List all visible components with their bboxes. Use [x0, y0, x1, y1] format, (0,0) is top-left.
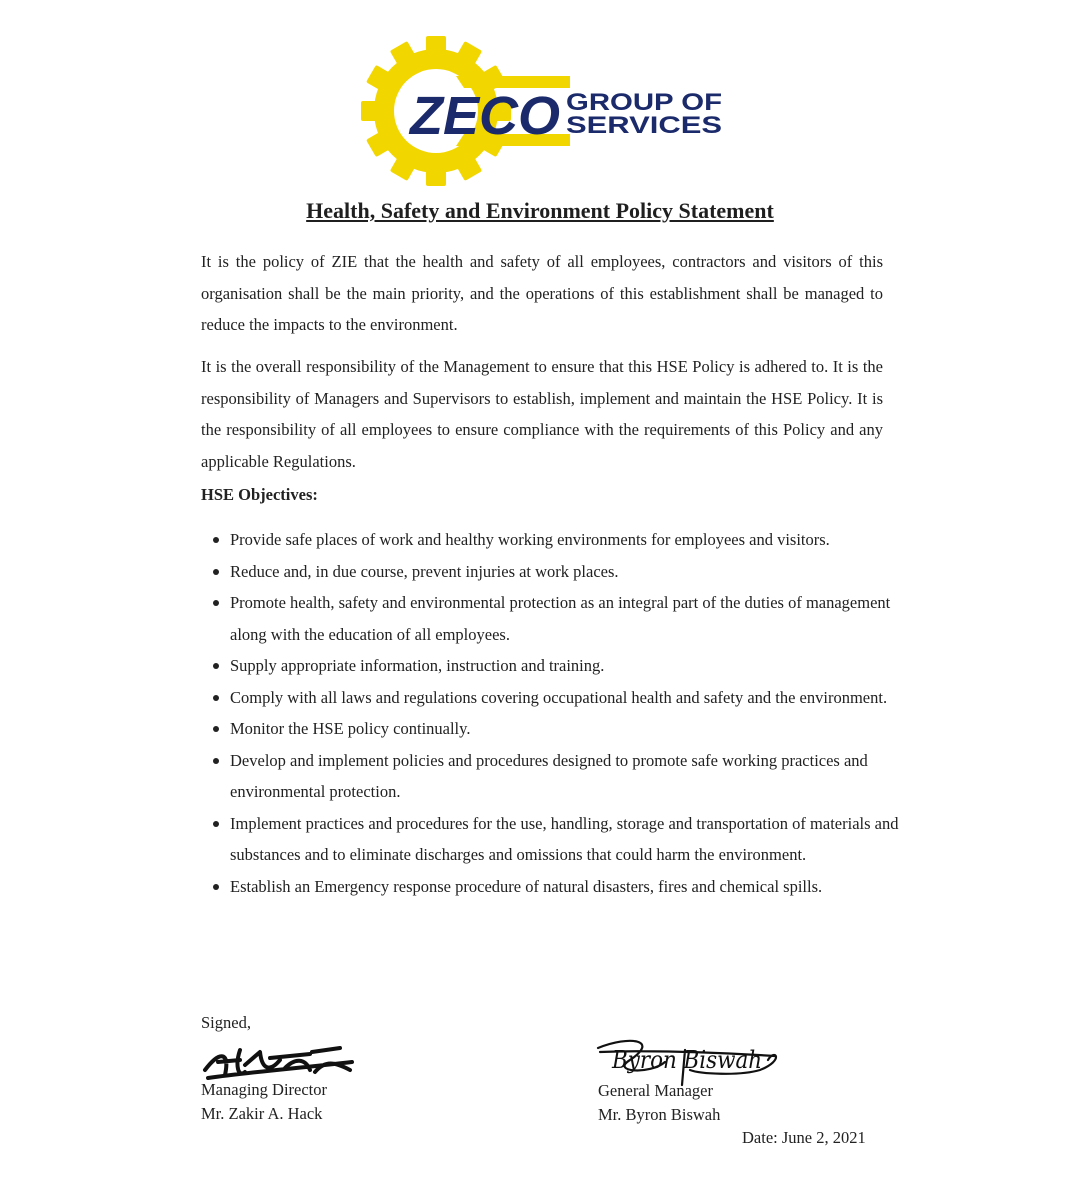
- list-item: Develop and implement policies and procedures designed to promote safe working practices and environmental protection.: [230, 745, 920, 808]
- managing-director-role: Managing Director: [201, 1080, 327, 1099]
- list-item: Establish an Emergency response procedure of natural disasters, fires and chemical spills.: [230, 871, 920, 903]
- logo-brand: ZECO: [408, 86, 560, 146]
- policy-paragraph: It is the policy of ZIE that the health and safety of all employees, contractors and visitors of this organisation shall be the main priority, and the operations of this establishment shall be managed to reduce the impacts to the environment.: [201, 252, 883, 334]
- gm-signature-text: Byron Biswah: [611, 1046, 762, 1074]
- list-item: Reduce and, in due course, prevent injuries at work places.: [230, 556, 920, 588]
- objectives-list: [201, 524, 920, 902]
- list-item: Implement practices and procedures for the use, handling, storage and transportation of materials and substances and to eliminate discharges and omissions that could harm the environment.: [230, 808, 920, 871]
- objectives-heading: HSE Objectives:: [201, 485, 318, 504]
- general-manager-name: Mr. Byron Biswah: [598, 1105, 721, 1124]
- logo-line1: GROUP OF: [566, 89, 722, 116]
- list-item: Monitor the HSE policy continually.: [230, 713, 920, 745]
- logo-line2: SERVICES: [566, 112, 722, 139]
- managing-director-signature: [200, 1040, 355, 1085]
- list-item: Promote health, safety and environmental protection as an integral part of the duties of management along with the education of all employees.: [230, 587, 920, 650]
- managing-director-name: Mr. Zakir A. Hack: [201, 1104, 323, 1123]
- list-item: Comply with all laws and regulations covering occupational health and safety and the environment.: [230, 682, 920, 714]
- list-item: Provide safe places of work and healthy working environments for employees and visitors.: [230, 524, 920, 556]
- general-manager-role: General Manager: [598, 1081, 713, 1100]
- page-title: Health, Safety and Environment Policy Statement: [306, 198, 774, 223]
- signed-label: Signed,: [201, 1013, 251, 1032]
- responsibility-paragraph: It is the overall responsibility of the Management to ensure that this HSE Policy is adhered to. It is the responsibility of Managers and Supervisors to establish, implement and maintain the HSE Policy. It is the responsibility of all employees to ensure compliance with the requirements of this Policy and any applicable Regulations.: [201, 357, 883, 471]
- document-date: Date: June 2, 2021: [742, 1128, 866, 1147]
- zeco-logo: [360, 36, 730, 186]
- list-item: Supply appropriate information, instruction and training.: [230, 650, 920, 682]
